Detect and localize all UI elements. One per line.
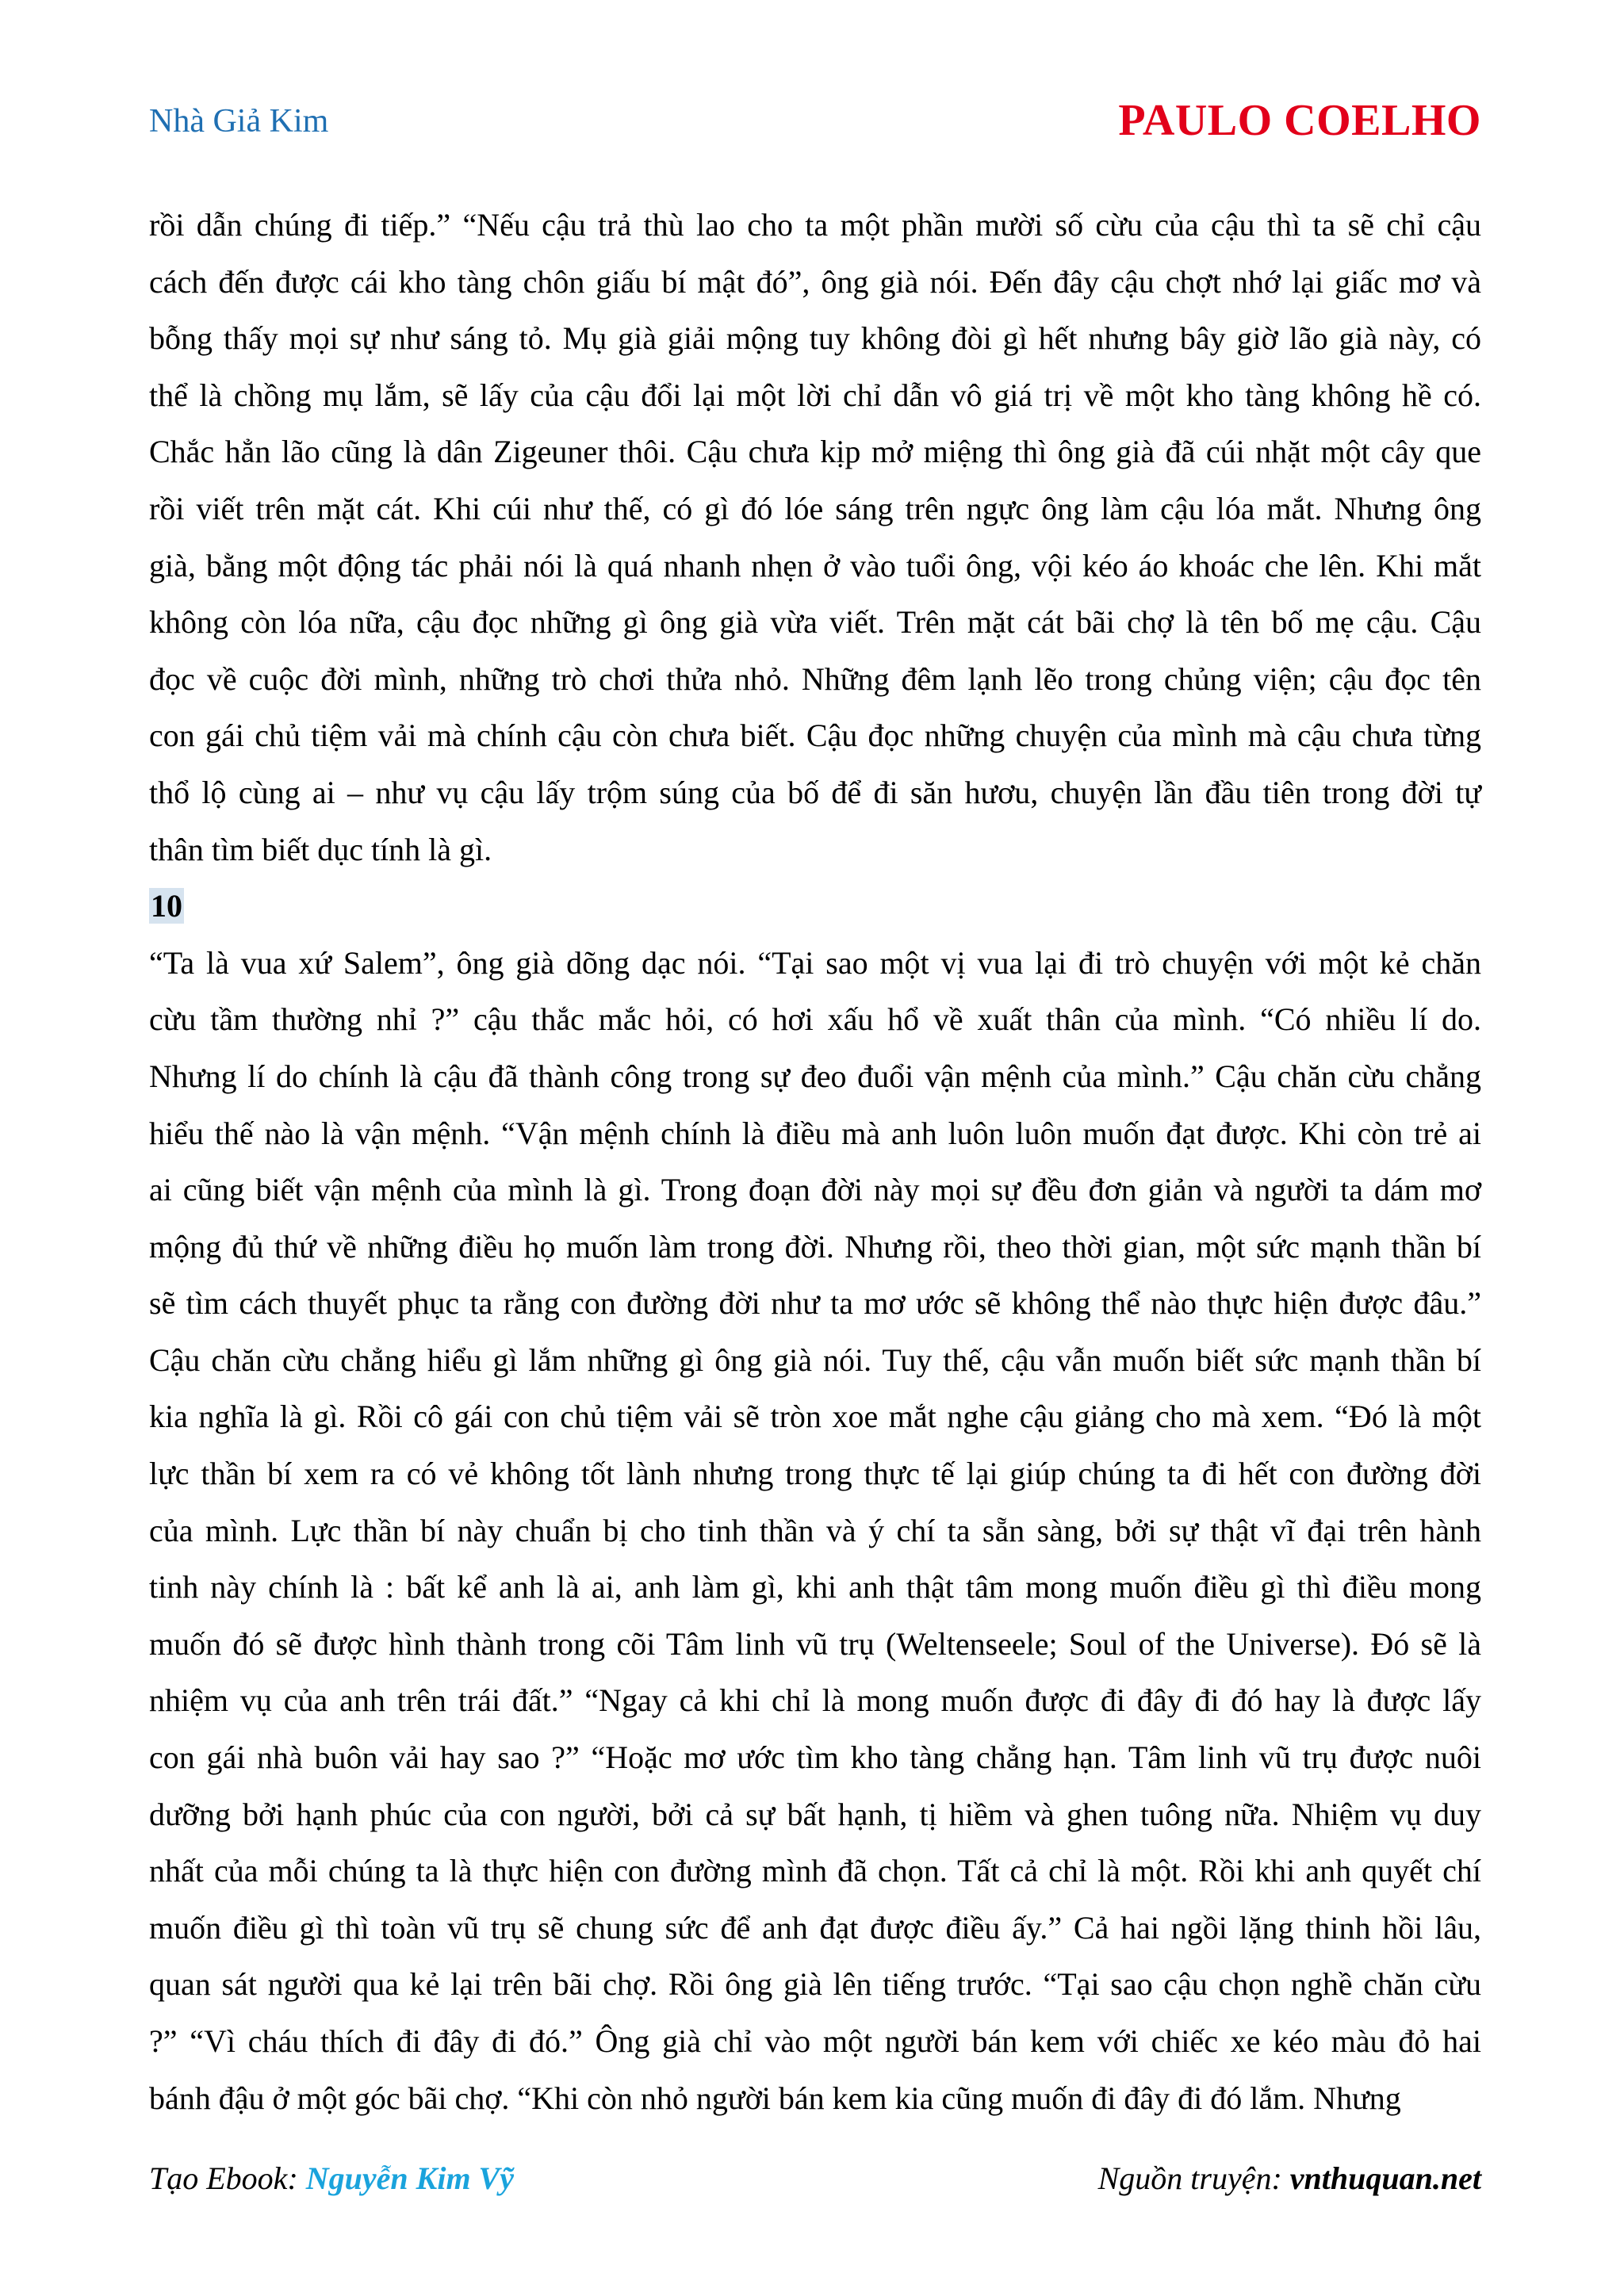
- page-body: [149, 197, 1481, 2126]
- paragraph-2: [149, 935, 1481, 2126]
- text-line: của mình. Lực thần bí này chuẩn bị cho tinh thần và ý chí ta sẵn sàng, bởi sự thật vĩ đại trên hành: [149, 1512, 1481, 1548]
- text-line: tinh này chính là : bất kể anh là ai, anh làm gì, khi anh thật tâm mong muốn điều gì thì điều mong: [149, 1569, 1481, 1605]
- text-line: Chắc hẳn lão cũng là dân Zigeuner thôi. Cậu chưa kịp mở miệng thì ông già đã cúi nhặt một cây que: [149, 434, 1481, 470]
- text-line: bánh đậu ở một góc bãi chợ. “Khi còn nhỏ người bán kem kia cũng muốn đi đây đi đó lắm. Nhưng: [149, 2080, 1401, 2116]
- text-line: thổ lộ cùng ai – như vụ cậu lấy trộm súng của bố để đi săn hươu, chuyện lần đầu tiên trong đời tự: [149, 774, 1481, 810]
- text-line: thân tìm biết dục tính là gì.: [149, 831, 492, 867]
- text-line: con gái nhà buôn vải hay sao ?” “Hoặc mơ ước tìm kho tàng chẳng hạn. Tâm linh vũ trụ được nuôi: [149, 1739, 1481, 1776]
- text-line: muốn điều gì thì toàn vũ trụ sẽ chung sức để anh đạt được điều ấy.” Cả hai ngồi lặng thinh hồi lâu,: [149, 1909, 1481, 1946]
- text-line: nhiệm vụ của anh trên trái đất.” “Ngay cả khi chỉ là mong muốn được đi đây đi đó hay là được lấy: [149, 1682, 1481, 1719]
- text-line: sẽ tìm cách thuyết phục ta rằng con đường đời như ta mơ ước sẽ không thể nào thực hiện được đâu.”: [149, 1285, 1481, 1322]
- text-line: dưỡng bởi hạnh phúc của con người, bởi cả sự bất hạnh, tị hiềm và ghen tuông nữa. Nhiệm vụ duy: [149, 1796, 1481, 1832]
- text-line: Cậu chăn cừu chẳng hiểu gì lắm những gì ông già nói. Tuy thế, cậu vẫn muốn biết sức mạnh thần bí: [149, 1341, 1481, 1378]
- chapter-number: 10: [151, 888, 182, 924]
- text-line: bỗng thấy mọi sự như sáng tỏ. Mụ già giải mộng tuy không đòi gì hết nhưng bây giờ lão già này, có: [149, 320, 1481, 357]
- text-line: quan sát người qua kẻ lại trên bãi chợ. Rồi ông già lên tiếng trước. “Tại sao cậu chọn nghề chăn cừu: [149, 1966, 1481, 2003]
- ebook-separator: :: [287, 2160, 306, 2196]
- text-line: mộng đủ thứ về những điều họ muốn làm trong đời. Nhưng rồi, theo thời gian, một sức mạnh thần bí: [149, 1228, 1481, 1265]
- text-line: cừu tầm thường nhỉ ?” cậu thắc mắc hỏi, có hơi xấu hổ về xuất thân của mình. “Có nhiều lí do.: [149, 1001, 1481, 1038]
- author-name: PAULO COELHO: [1118, 96, 1481, 145]
- text-line: cách đến được cái kho tàng chôn giấu bí mật đó”, ông già nói. Đến đây cậu chợt nhớ lại giấc mơ và: [149, 263, 1481, 300]
- text-line: ai cũng biết vận mệnh của mình là gì. Trong đoạn đời này mọi sự đều đơn giản và người ta dám mơ: [149, 1172, 1481, 1208]
- ebook-label: Tạo Ebook: [149, 2160, 288, 2196]
- text-line: muốn đó sẽ được hình thành trong cõi Tâm linh vũ trụ (Weltenseele; Soul of the Universe). Đó sẽ là: [149, 1625, 1481, 1662]
- ebook-author: Nguyễn Kim Vỹ: [305, 2160, 514, 2196]
- paragraph-1: [149, 197, 1481, 878]
- text-line: con gái chủ tiệm vải mà chính cậu còn chưa biết. Cậu đọc những chuyện của mình mà cậu chưa từng: [149, 718, 1481, 754]
- text-line: rồi viết trên mặt cát. Khi cúi như thế, có gì đó lóe sáng trên ngực ông làm cậu lóa mắt. Nhưng ông: [149, 490, 1481, 526]
- book-title: Nhà Giả Kim: [149, 103, 329, 140]
- text-line: hiểu thế nào là vận mệnh. “Vận mệnh chính là điều mà anh luôn luôn muốn đạt được. Khi còn trẻ ai: [149, 1115, 1481, 1151]
- text-line: Nhưng lí do chính là cậu đã thành công trong sự đeo đuổi vận mệnh của mình.” Cậu chăn cừu chẳng: [149, 1058, 1481, 1094]
- text-line: không còn lóa nữa, cậu đọc những gì ông già vừa viết. Trên mặt cát bãi chợ là tên bố mẹ cậu. Cậu: [149, 604, 1481, 641]
- text-line: “Ta là vua xứ Salem”, ông già dõng dạc nói. “Tại sao một vị vua lại đi trò chuyện với một kẻ chăn: [149, 944, 1481, 981]
- text-line: già, bằng một động tác phải nói là quá nhanh nhẹn ở vào tuổi ông, vội kéo áo khoác che lên. Khi mắt: [149, 547, 1481, 584]
- source-separator: :: [1271, 2160, 1290, 2196]
- text-line: thể là chồng mụ lắm, sẽ lấy của cậu đổi lại một lời chỉ dẫn vô giá trị về một kho tàng không hề có.: [149, 377, 1481, 413]
- text-line: kia nghĩa là gì. Rồi cô gái con chủ tiệm vải sẽ tròn xoe mắt nghe cậu giảng cho mà xem. “Đó là một: [149, 1399, 1481, 1435]
- source-label: Nguồn truyện: [1097, 2160, 1272, 2196]
- text-line: ?” “Vì cháu thích đi đây đi đó.” Ông già chỉ vào một người bán kem với chiếc xe kéo màu đỏ hai: [149, 2023, 1481, 2059]
- text-line: lực thần bí xem ra có vẻ không tốt lành nhưng trong thực tế lại giúp chúng ta đi hết con đường đời: [149, 1456, 1481, 1492]
- ebook-credit: [149, 2160, 514, 2196]
- text-line: rồi dẫn chúng đi tiếp.” “Nếu cậu trả thù lao cho ta một phần mười số cừu của cậu thì ta sẽ chỉ cậu: [149, 207, 1481, 243]
- text-line: đọc về cuộc đời mình, những trò chơi thửa nhỏ. Những đêm lạnh lẽo trong chủng viện; cậu đọc tên: [149, 660, 1481, 697]
- source-credit: [1097, 2160, 1481, 2196]
- source-site: vnthuquan.net: [1289, 2160, 1481, 2196]
- text-line: nhất của mỗi chúng ta là thực hiện con đường mình đã chọn. Tất cả chỉ là một. Rồi khi anh quyết chí: [149, 1853, 1481, 1889]
